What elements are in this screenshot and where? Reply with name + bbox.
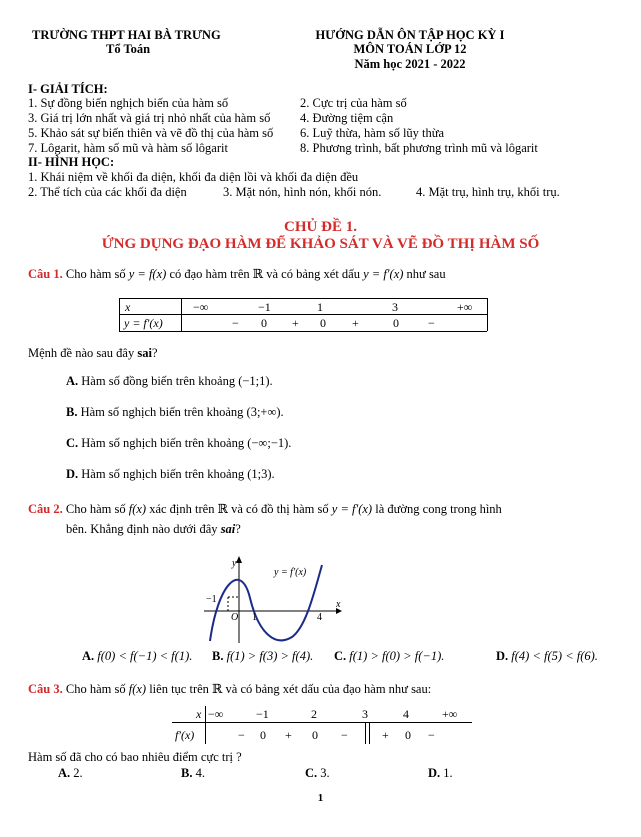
q1-table-sign: 0: [261, 316, 267, 330]
option-text: 3.: [320, 766, 330, 780]
q1-function: y = f(x): [128, 267, 167, 281]
q3-table-x-header: x: [196, 707, 202, 721]
option-text: f(0) < f(−1) < f(1).: [97, 649, 193, 663]
q1-table-value: 3: [392, 300, 398, 314]
q2-option-d[interactable]: [496, 649, 598, 664]
q1-question-emphasis: sai: [137, 346, 152, 360]
q3-table-value: 2: [311, 707, 317, 721]
page-number: 1: [317, 792, 324, 804]
q2-stem-text: Cho hàm số: [65, 502, 126, 516]
department: Tổ Toán: [106, 42, 151, 56]
q3-stem-text: Cho hàm số: [65, 682, 126, 696]
q2-stem-text: bên. Khẳng định nào dưới đây: [66, 522, 218, 536]
option-key: A.: [58, 766, 71, 780]
option-key: C.: [66, 436, 79, 450]
section-geometry-heading: II- HÌNH HỌC:: [28, 155, 115, 169]
q2-stem-emphasis: sai: [220, 522, 236, 536]
option-text: f(4) < f(5) < f(6).: [511, 649, 598, 663]
outline-item: 5. Khảo sát sự biến thiên và vẽ đồ thị của hàm số: [28, 126, 274, 140]
q3-table-sign: 0: [312, 728, 318, 742]
q2-stem-line2: [66, 522, 241, 537]
option-key: C.: [334, 649, 347, 663]
tick-label-1: 1: [252, 612, 257, 623]
outline-item: 1. Sự đồng biến nghịch biến của hàm số: [28, 96, 229, 110]
q1-derivative: y = f′(x): [363, 267, 404, 281]
doc-title: HƯỚNG DẪN ÔN TẬP HỌC KỲ I: [315, 28, 505, 42]
option-text: Hàm số nghịch biến trên khoảng (1;3).: [81, 467, 275, 481]
q2-stem: [28, 501, 502, 517]
q1-option-d[interactable]: [66, 467, 275, 482]
topic-number: CHỦ ĐỀ 1.: [284, 219, 357, 235]
q1-question: [28, 346, 158, 361]
outline-item: 3. Giá trị lớn nhất và giá trị nhỏ nhất của hàm số: [28, 111, 271, 125]
q1-question-mark: ?: [151, 346, 158, 360]
q2-option-b[interactable]: [212, 649, 313, 664]
option-text: 4.: [195, 766, 205, 780]
outline-item: 6. Luỹ thừa, hàm số lũy thừa: [300, 126, 445, 140]
y-axis-label: y: [232, 558, 237, 569]
outline-item: 4. Mặt trụ, hình trụ, khối trụ.: [416, 185, 560, 199]
q1-stem-text: như sau: [406, 267, 446, 281]
q3-table-value: −∞: [208, 707, 224, 721]
outline-item: 1. Khái niệm về khối đa diện, khối đa diện lồi và khối đa diện đều: [28, 170, 359, 184]
school-name: TRƯỜNG THPT HAI BÀ TRƯNG: [32, 28, 221, 42]
outline-item: 8. Phương trình, bất phương trình mũ và lôgarit: [300, 141, 538, 155]
q1-stem-text: Cho hàm số: [65, 267, 126, 281]
outline-item: 4. Đường tiệm cận: [300, 111, 394, 125]
option-text: 1.: [443, 766, 453, 780]
q3-table-sign: 0: [260, 728, 266, 742]
q1-label: Câu 1.: [28, 267, 63, 281]
tick-label-4: 4: [317, 612, 322, 623]
q1-stem: [28, 266, 446, 282]
topic-title: ỨNG DỤNG ĐẠO HÀM ĐỂ KHẢO SÁT VÀ VẼ ĐỒ THỊ HÀM SỐ: [101, 236, 540, 252]
q3-option-b[interactable]: [181, 766, 205, 781]
option-text: f(1) > f(0) > f(−1).: [349, 649, 445, 663]
option-key: B.: [212, 649, 224, 663]
q1-question-text: Mệnh đề nào sau đây: [28, 346, 135, 360]
option-key: A.: [66, 374, 79, 388]
x-axis-label: x: [336, 599, 341, 610]
school-year: Năm học 2021 - 2022: [354, 57, 466, 71]
q1-table-x-header: x: [125, 300, 131, 314]
q2-question-mark: ?: [235, 522, 241, 536]
q2-option-c[interactable]: [334, 649, 444, 664]
q2-function: f(x): [128, 502, 147, 516]
q2-option-a[interactable]: [82, 649, 192, 664]
q3-stem: [28, 681, 431, 697]
outline-item: 3. Mặt nón, hình nón, khối nón.: [223, 185, 382, 199]
q1-table-sign: +: [292, 316, 299, 330]
q1-table-sign: 0: [320, 316, 326, 330]
curve-label: y = f′(x): [274, 567, 307, 578]
q3-table-value: −1: [256, 707, 269, 721]
q3-table-value: 4: [403, 707, 409, 721]
q1-table-sign: −: [232, 316, 239, 330]
q1-table-sign: +: [352, 316, 359, 330]
q1-option-c[interactable]: [66, 436, 291, 451]
q2-derivative: y = f′(x): [331, 502, 373, 516]
q2-label: Câu 2.: [28, 502, 63, 516]
y-axis-arrow: [236, 556, 242, 563]
q3-option-d[interactable]: [428, 766, 453, 781]
origin-label: O: [231, 612, 239, 623]
q3-table-sign: −: [428, 728, 435, 742]
option-key: C.: [305, 766, 318, 780]
option-key: D.: [496, 649, 509, 663]
q1-table-value: −1: [258, 300, 271, 314]
subject: MÔN TOÁN LỚP 12: [353, 42, 467, 56]
q3-table-value: +∞: [442, 707, 458, 721]
q1-table-value: 1: [317, 300, 323, 314]
q2-stem-text: xác định trên ℝ và có đồ thị hàm số: [149, 502, 329, 516]
option-key: B.: [181, 766, 193, 780]
option-text: 2.: [73, 766, 83, 780]
q3-table-sign: +: [382, 728, 389, 742]
q3-table-sign: −: [238, 728, 245, 742]
q1-table-derivative-header: y = f′(x): [124, 316, 163, 330]
q3-table-sign: −: [341, 728, 348, 742]
q3-table-sign: +: [285, 728, 292, 742]
outline-item: 2. Cực trị của hàm số: [300, 96, 407, 110]
q3-table-sign: 0: [405, 728, 411, 742]
q1-table-value: +∞: [457, 300, 473, 314]
option-text: Hàm số đồng biến trên khoảng (−1;1).: [81, 374, 273, 388]
q3-label: Câu 3.: [28, 682, 63, 696]
q2-stem-text: là đường cong trong hình: [375, 502, 502, 516]
q1-table-value: −∞: [193, 300, 209, 314]
q3-table-value: 3: [362, 707, 368, 721]
option-text: f(1) > f(3) > f(4).: [226, 649, 314, 663]
q1-table-sign: −: [428, 316, 435, 330]
tick-label-neg1: −1: [206, 594, 217, 605]
section-analysis-heading: I- GIẢI TÍCH:: [28, 82, 108, 96]
q3-table-derivative-header: f′(x): [175, 728, 195, 742]
option-text: Hàm số nghịch biến trên khoảng (3;+∞).: [80, 405, 284, 419]
option-key: D.: [66, 467, 79, 481]
q2-derivative-graph: [196, 553, 346, 645]
option-key: D.: [428, 766, 441, 780]
q1-option-b[interactable]: [66, 405, 284, 420]
q1-table-sign: 0: [393, 316, 399, 330]
q3-stem-text: liên tục trên ℝ và có bảng xét dấu của đạo hàm như sau:: [149, 682, 432, 696]
q3-question: Hàm số đã cho có bao nhiêu điểm cực trị ?: [28, 750, 242, 764]
outline-item: 2. Thể tích của các khối đa diện: [28, 185, 187, 199]
q3-function: f(x): [128, 682, 147, 696]
q3-option-c[interactable]: [305, 766, 330, 781]
option-text: Hàm số nghịch biến trên khoảng (−∞;−1).: [81, 436, 292, 450]
outline-item: 7. Lôgarit, hàm số mũ và hàm số lôgarit: [28, 141, 228, 155]
q1-stem-text: có đạo hàm trên ℝ và có bảng xét dấu: [169, 267, 360, 281]
q1-option-a[interactable]: [66, 374, 273, 389]
q3-option-a[interactable]: [58, 766, 83, 781]
option-key: B.: [66, 405, 78, 419]
option-key: A.: [82, 649, 95, 663]
